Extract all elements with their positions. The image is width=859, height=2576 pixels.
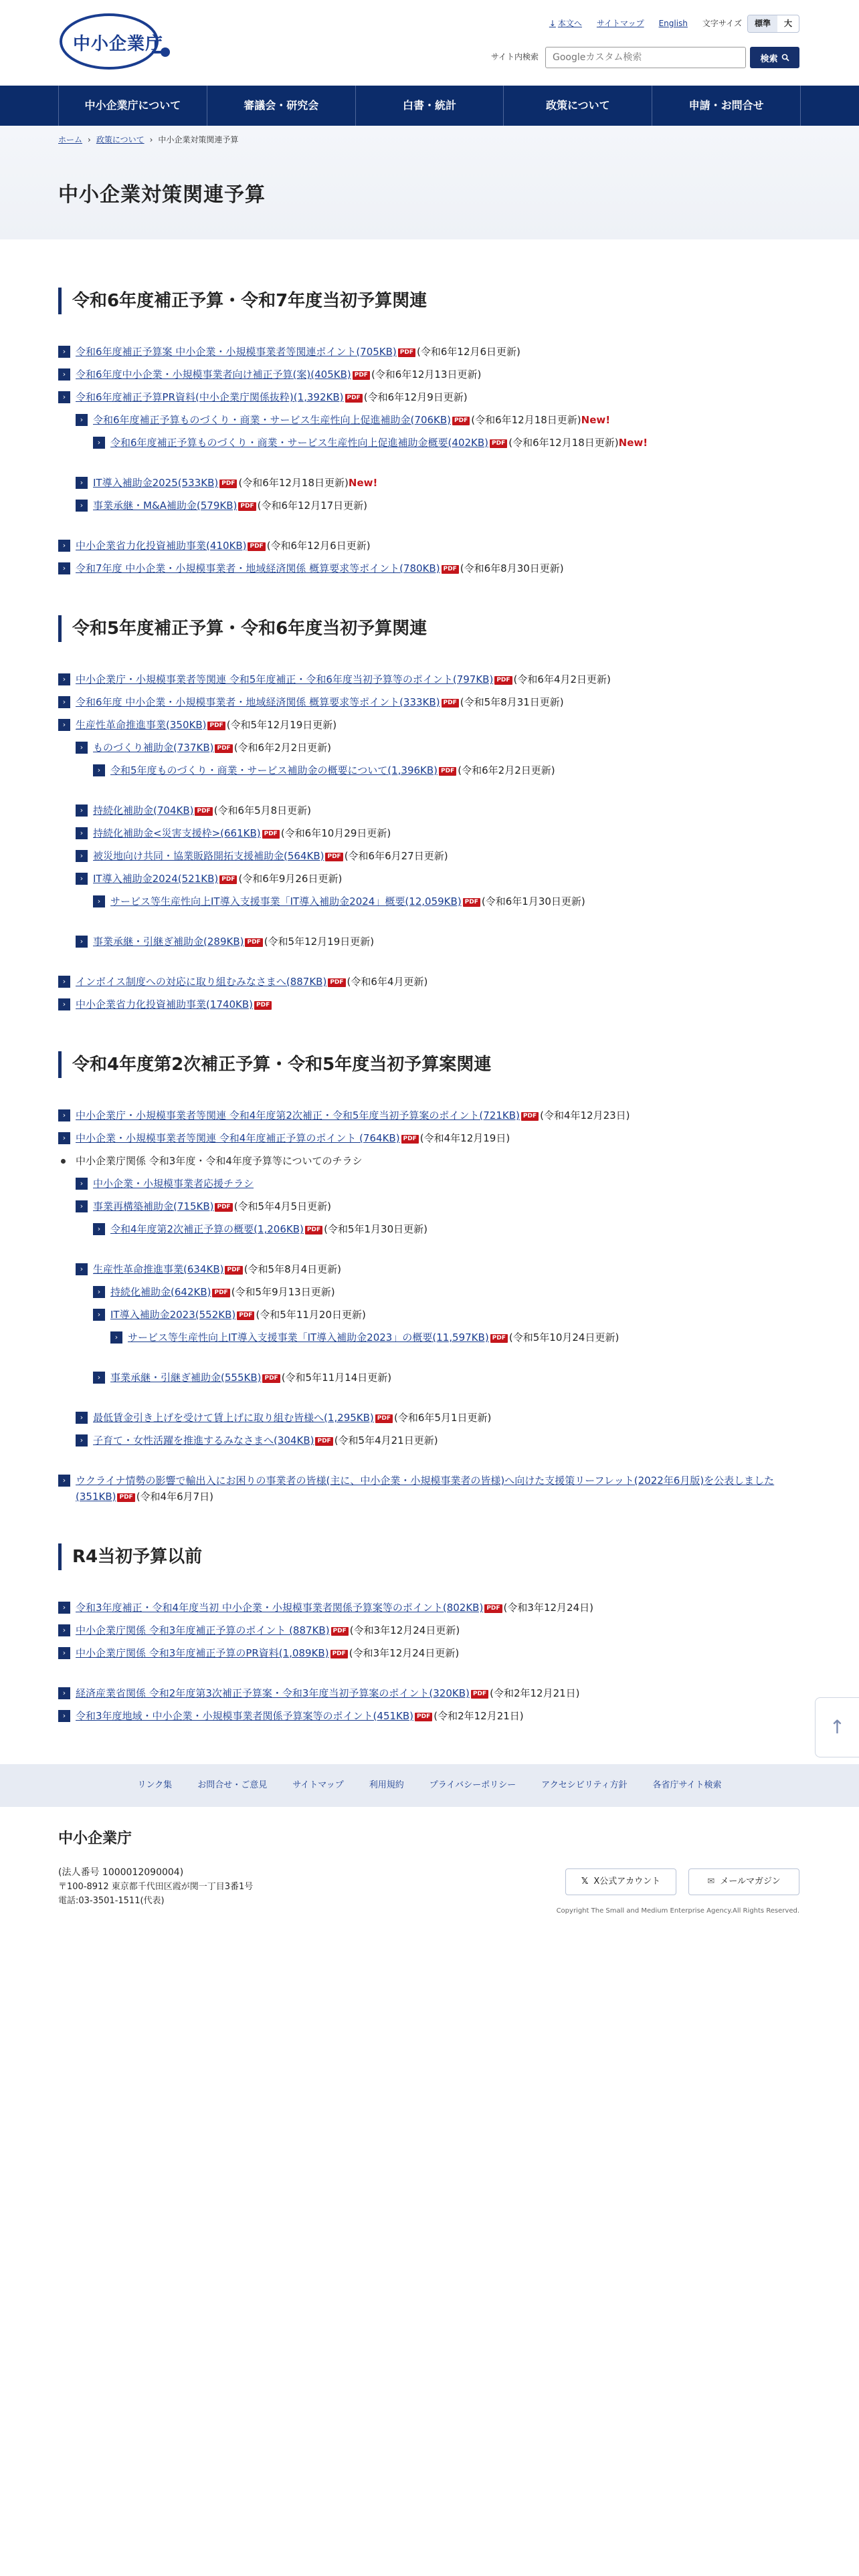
document-link[interactable]: 令和3年度補正・令和4年度当初 中小企業・小規模事業者関係予算案等のポイント(802KB) (76, 1602, 484, 1614)
list-item (58, 560, 801, 576)
pdf-icon: PDF (439, 767, 456, 776)
update-date: (令和6年10月29日更新) (280, 827, 391, 839)
document-link[interactable]: 事業承継・M&A補助金(579KB) (93, 500, 237, 512)
list-item (76, 412, 801, 428)
list-item (58, 344, 801, 360)
pdf-icon: PDF (305, 1226, 322, 1235)
chevron-right-icon: › (110, 1331, 122, 1344)
page-title: 中小企業対策関連予算 (58, 183, 266, 207)
pdf-icon: PDF (315, 1437, 332, 1446)
pdf-icon: PDF (248, 542, 265, 551)
list-item (58, 538, 801, 554)
list-item (93, 1370, 801, 1386)
global-nav (0, 86, 859, 126)
pdf-icon: PDF (345, 394, 363, 403)
document-link[interactable]: 生産性革命推進事業(634KB) (93, 1263, 224, 1275)
pdf-icon: PDF (245, 938, 262, 947)
update-date: (令和6年12月6日更新) (417, 346, 520, 358)
chevron-right-icon: › (76, 742, 88, 754)
list-item (58, 1130, 801, 1146)
chevron-right-icon: › (58, 1475, 70, 1487)
document-link[interactable]: 令和4年度第2次補正予算の概要(1,206KB) (110, 1223, 304, 1235)
chevron-right-icon: › (76, 873, 88, 885)
update-date: (令和6年5月1日更新) (394, 1412, 492, 1424)
breadcrumb (58, 134, 238, 146)
chevron-right-icon: › (93, 1286, 105, 1298)
footer-buttons (565, 1868, 799, 1895)
chevron-right-icon: › (76, 1263, 88, 1275)
update-date: (令和6年12月9日更新) (363, 391, 468, 403)
chevron-right-icon: › (58, 1132, 70, 1144)
update-date: (令和4年6月7日) (136, 1491, 214, 1503)
fontsize-standard-button[interactable]: 標準 (748, 15, 777, 32)
chevron-right-icon: › (93, 1223, 105, 1235)
list-item (58, 389, 801, 405)
search-label: サイト内検索 (490, 52, 539, 62)
pdf-icon: PDF (484, 1604, 502, 1613)
chevron-right-icon: › (58, 719, 70, 731)
document-link[interactable]: 令和3年度地域・中小企業・小規模事業者関係予算案等のポイント(451KB) (76, 1710, 414, 1722)
document-link[interactable]: 令和6年度補正予算案 中小企業・小規模事業者等関連ポイント(705KB) (76, 346, 397, 358)
list-item (58, 1107, 801, 1123)
document-link[interactable]: IT導入補助金2023(552KB) (110, 1309, 236, 1321)
footer-nav (0, 1764, 859, 1807)
update-date: (令和4年12月19日) (419, 1132, 510, 1144)
list-item (110, 1329, 801, 1346)
list-item (93, 1221, 801, 1237)
search-icon (781, 53, 789, 62)
gnav-contact[interactable]: 申請・お問合せ (652, 86, 801, 126)
pdf-icon: PDF (415, 1713, 432, 1721)
footer-link[interactable]: プライバシーポリシー (429, 1780, 516, 1790)
chevron-right-icon: › (93, 437, 105, 449)
document-list (58, 671, 801, 1012)
chevron-right-icon: › (58, 1647, 70, 1659)
update-date: (令和5年8月31日更新) (460, 696, 564, 708)
section-heading: R4当初予算以前 (58, 1543, 801, 1570)
update-date: (令和5年4月21日更新) (334, 1434, 438, 1446)
new-badge: New! (618, 437, 648, 449)
update-date: (令和5年9月13日更新) (231, 1286, 335, 1298)
budget-section (58, 288, 801, 576)
site-logo[interactable] (58, 11, 171, 74)
mail-icon: ✉ (707, 1876, 715, 1887)
document-link[interactable]: サービス等生産性向上IT導入支援事業「IT導入補助金2024」概要(12,059KB) (110, 895, 462, 907)
document-link[interactable]: 中小企業庁関係 令和3年度補正予算のポイント (887KB) (76, 1624, 330, 1636)
document-link[interactable]: 中小企業省力化投資補助事業(410KB) (76, 540, 247, 552)
list-item (76, 871, 801, 887)
list-item (93, 893, 801, 909)
chevron-right-icon: › (76, 1200, 88, 1212)
update-date: (令和6年1月30日更新) (481, 895, 585, 907)
footer-link[interactable]: お問合せ・ご意見 (197, 1780, 268, 1790)
chevron-right-icon: › (76, 804, 88, 817)
update-date: (令和3年12月24日) (503, 1602, 593, 1614)
chevron-right-icon: › (58, 1710, 70, 1722)
pdf-icon: PDF (117, 1493, 134, 1502)
section-heading: 令和6年度補正予算・令和7年度当初予算関連 (58, 288, 801, 314)
list-item (58, 1708, 801, 1724)
document-link[interactable]: 令和6年度補正予算ものづくり・商業・サービス生産性向上促進補助金概要(402KB) (110, 437, 489, 449)
document-link[interactable]: 事業承継・引継ぎ補助金(289KB) (93, 936, 244, 948)
update-date: (令和6年12月18日更新) (508, 437, 619, 449)
update-date: (令和6年6月27日更新) (344, 850, 448, 862)
mail-magazine-label: メールマガジン (720, 1876, 781, 1887)
pdf-icon: PDF (331, 1627, 349, 1636)
gnav-councils[interactable]: 審議会・研究会 (207, 86, 356, 126)
document-link[interactable]: 子育て・女性活躍を推進するみなさまへ(304KB) (93, 1434, 314, 1446)
footer-tel: 電話:03-3501-1511(代表) (58, 1896, 165, 1906)
list-item (93, 435, 801, 451)
chevron-right-icon: › (93, 895, 105, 907)
budget-section (58, 615, 801, 1012)
list-item (76, 1176, 801, 1192)
section-heading: 令和5年度補正予算・令和6年度当初予算関連 (58, 615, 801, 642)
chevron-right-icon: › (93, 1372, 105, 1384)
pdf-icon: PDF (219, 479, 237, 488)
arrow-up-icon: ↑ (829, 1715, 846, 1738)
update-date: (令和6年12月6日更新) (266, 540, 371, 552)
list-item (76, 848, 801, 864)
update-date: (令和6年4月2日更新) (513, 673, 611, 685)
list-item (58, 974, 801, 990)
pdf-icon: PDF (207, 722, 225, 730)
document-link[interactable]: 持続化補助金<災害支援枠>(661KB) (93, 827, 261, 839)
list-item (93, 1307, 801, 1323)
gnav-about[interactable]: 中小企業庁について (59, 86, 207, 126)
english-link[interactable]: English (658, 19, 688, 28)
document-link[interactable]: サービス等生産性向上IT導入支援事業「IT導入補助金2023」の概要(11,597KB) (128, 1331, 489, 1344)
footer-link[interactable]: アクセシビリティ方針 (541, 1780, 628, 1790)
pdf-icon: PDF (195, 807, 212, 816)
breadcrumb-policy[interactable]: 政策について (96, 135, 145, 144)
list-item (76, 1261, 801, 1277)
chevron-right-icon: › (58, 696, 70, 708)
update-date: (令和5年10月24日更新) (508, 1331, 619, 1344)
document-link[interactable]: 令和6年度 中小企業・小規模事業者・地域経済関係 概算要求等ポイント(333KB) (76, 696, 440, 708)
list-item (76, 825, 801, 841)
chevron-right-icon: › (93, 1309, 105, 1321)
update-date: (令和5年1月30日更新) (324, 1223, 427, 1235)
update-date: (令和4年12月23日) (540, 1109, 630, 1121)
chevron-right-icon: › (58, 540, 70, 552)
arrow-down-icon: ↓ (549, 19, 556, 28)
document-link[interactable]: 令和6年度中小企業・小規模事業者向け補正予算(案)(405KB) (76, 368, 351, 381)
update-date: (令和6年12月17日更新) (257, 500, 368, 512)
list-item (58, 1600, 801, 1616)
update-date: (令和3年12月24日更新) (349, 1647, 460, 1659)
pdf-icon: PDF (219, 875, 237, 884)
chevron-right-icon: › (58, 391, 70, 403)
document-link[interactable]: 経済産業省関係 令和2年度第3次補正予算案・令和3年度当初予算案のポイント(320KB) (76, 1687, 470, 1699)
document-link[interactable]: 中小企業庁・小規模事業者等関連 令和4年度第2次補正・令和5年度当初予算案のポイント(721KB) (76, 1109, 520, 1121)
list-item (58, 1153, 801, 1169)
pdf-icon: PDF (375, 1414, 393, 1423)
list-item (58, 671, 801, 687)
fontsize-toggle (747, 15, 799, 33)
skip-to-content-link[interactable] (549, 17, 582, 30)
document-link[interactable]: ウクライナ情勢の影響で輸出入にお困りの事業者の皆様(主に、中小企業・小規模事業者の皆様)へ向けた支援策リーフレット(2022年6月版)を公表しました(351KB) (76, 1475, 775, 1503)
document-link[interactable]: IT導入補助金2024(521KB) (93, 873, 219, 885)
search-button-label: 検索 (760, 53, 778, 64)
footer-org-name: 中小企業庁 (58, 1830, 132, 1847)
budget-section (58, 1543, 801, 1724)
x-icon: 𝕏 (581, 1876, 589, 1887)
pdf-icon: PDF (215, 744, 232, 753)
mail-magazine-button[interactable] (688, 1868, 799, 1895)
list-item (76, 1198, 801, 1214)
pdf-icon: PDF (401, 1135, 419, 1144)
update-date: (令和6年12月18日更新) (238, 477, 349, 489)
document-link[interactable]: 令和6年度補正予算PR資料(中小企業庁関係抜粋)(1,392KB) (76, 391, 344, 403)
update-date: (令和6年5月8日更新) (213, 804, 312, 817)
new-badge: New! (348, 477, 378, 489)
update-date: (令和2年12月21日) (434, 1710, 524, 1722)
fontsize-large-button[interactable]: 大 (783, 19, 792, 28)
pdf-icon: PDF (262, 1374, 280, 1383)
bullet-dot-icon (61, 1159, 66, 1164)
list-item (93, 762, 801, 778)
list-item (76, 1432, 801, 1448)
list-item (76, 740, 801, 756)
list-item (58, 996, 801, 1012)
footer-link[interactable]: リンク集 (137, 1780, 173, 1790)
main-content (0, 239, 859, 1724)
page-top-button[interactable] (815, 1697, 859, 1757)
breadcrumb-current: 中小企業対策関連予算 (158, 135, 239, 144)
pdf-icon: PDF (262, 830, 280, 839)
pdf-icon: PDF (490, 439, 507, 448)
chevron-right-icon: › (58, 562, 70, 574)
update-date: (令和2年12月21日) (490, 1687, 580, 1699)
chevron-right-icon: › (58, 1602, 70, 1614)
update-date: (令和6年2月2日更新) (458, 764, 555, 776)
document-link[interactable]: 持続化補助金(704KB) (93, 804, 194, 817)
update-date: (令和5年11月14日更新) (281, 1372, 392, 1384)
document-link[interactable]: 令和5年度ものづくり・商業・サービス補助金の概要について(1,396KB) (110, 764, 438, 776)
update-date: (令和5年8月4日更新) (244, 1263, 342, 1275)
document-link[interactable]: インボイス制度への対応に取り組むみなさまへ(887KB) (76, 976, 327, 988)
breadcrumb-home[interactable]: ホーム (58, 135, 83, 144)
chevron-right-icon: › (58, 673, 70, 685)
chevron-right-icon: › (58, 976, 70, 988)
document-link[interactable]: 中小企業・小規模事業者等関連 令和4年度補正予算のポイント (764KB) (76, 1132, 400, 1144)
pdf-icon: PDF (212, 1289, 229, 1297)
list-item (76, 475, 801, 491)
update-date: (令和5年12月19日更新) (226, 719, 337, 731)
pdf-icon: PDF (254, 1001, 272, 1010)
pdf-icon: PDF (521, 1112, 539, 1121)
list-item (93, 1284, 801, 1300)
document-link[interactable]: ものづくり補助金(737KB) (93, 742, 214, 754)
document-link[interactable]: 持続化補助金(642KB) (110, 1286, 211, 1298)
footer-link[interactable]: 各省庁サイト検索 (652, 1780, 722, 1790)
pdf-icon: PDF (353, 371, 370, 380)
update-date: (令和6年12月13日更新) (371, 368, 482, 381)
logo-text: 中小企業庁 (73, 34, 164, 54)
list-item (76, 934, 801, 950)
utility-bar (549, 15, 799, 33)
pdf-icon: PDF (471, 1690, 488, 1699)
list-item (58, 694, 801, 710)
pdf-icon: PDF (215, 1203, 232, 1212)
chevron-right-icon: › (76, 850, 88, 862)
document-link[interactable]: 令和6年度補正予算ものづくり・商業・サービス生産性向上促進補助金(706KB) (93, 414, 452, 426)
page-hero (0, 126, 859, 239)
gnav-policy[interactable]: 政策について (504, 86, 652, 126)
chevron-right-icon: › (76, 1412, 88, 1424)
skip-link-label: 本文へ (557, 19, 582, 28)
list-item (58, 717, 801, 733)
update-date: (令和6年8月30日更新) (460, 562, 564, 574)
document-list (58, 344, 801, 576)
pdf-icon: PDF (442, 565, 459, 574)
list-item (76, 1410, 801, 1426)
chevron-right-icon: › (149, 135, 153, 144)
pdf-icon: PDF (328, 978, 345, 987)
pdf-icon: PDF (330, 1650, 348, 1658)
x-account-label: X公式アカウント (593, 1876, 661, 1887)
list-item (58, 366, 801, 383)
chevron-right-icon: › (76, 827, 88, 839)
chevron-right-icon: › (88, 135, 91, 144)
pdf-icon: PDF (442, 699, 459, 708)
site-header (0, 0, 859, 86)
list-item (58, 1473, 801, 1505)
chevron-right-icon: › (58, 1109, 70, 1121)
chevron-right-icon: › (58, 368, 70, 381)
pdf-icon: PDF (452, 417, 470, 425)
document-link[interactable]: 中小企業庁関係 令和3年度補正予算のPR資料(1,089KB) (76, 1647, 329, 1659)
footer-link[interactable]: サイトマップ (292, 1780, 344, 1790)
document-link[interactable]: 中小企業庁・小規模事業者等関連 令和5年度補正・令和6年度当初予算等のポイント(797KB) (76, 673, 494, 685)
chevron-right-icon: › (58, 346, 70, 358)
pdf-icon: PDF (225, 1266, 242, 1275)
chevron-right-icon: › (58, 998, 70, 1010)
document-link[interactable]: 中小企業・小規模事業者応援チラシ (93, 1178, 254, 1190)
update-date: (令和5年11月20日更新) (256, 1309, 366, 1321)
list-item (76, 802, 801, 819)
chevron-right-icon: › (76, 1178, 88, 1190)
update-date: (令和6年9月26日更新) (238, 873, 343, 885)
chevron-right-icon: › (58, 1624, 70, 1636)
document-link[interactable]: 被災地向け共同・協業販路開拓支援補助金(564KB) (93, 850, 324, 862)
x-account-button[interactable] (565, 1868, 676, 1895)
section-heading: 令和4年度第2次補正予算・令和5年度当初予算案関連 (58, 1051, 801, 1078)
pdf-icon: PDF (494, 676, 512, 685)
site-search (491, 47, 799, 68)
document-link[interactable]: 中小企業省力化投資補助事業(1740KB) (76, 998, 254, 1010)
update-date: (令和6年4月更新) (347, 976, 428, 988)
chevron-right-icon: › (93, 764, 105, 776)
pdf-icon: PDF (237, 1311, 254, 1320)
list-item (58, 1685, 801, 1701)
pdf-icon: PDF (238, 502, 256, 511)
pdf-icon: PDF (325, 853, 343, 861)
search-input[interactable] (545, 47, 746, 68)
footer-corp-number: (法人番号 1000012090004) (58, 1867, 184, 1878)
update-date: (令和6年12月18日更新) (471, 414, 581, 426)
budget-section (58, 1051, 801, 1505)
footer-link[interactable]: 利用規約 (369, 1780, 404, 1790)
chevron-right-icon: › (76, 414, 88, 426)
pdf-icon: PDF (490, 1334, 508, 1343)
footer-address: 〒100-8912 東京都千代田区霞が関一丁目3番1号 (58, 1882, 254, 1892)
chevron-right-icon: › (76, 936, 88, 948)
update-date: (令和6年2月2日更新) (233, 742, 332, 754)
new-badge: New! (581, 414, 611, 426)
list-item-text: 中小企業庁関係 令和3年度・令和4年度予算等についてのチラシ (76, 1155, 363, 1167)
pdf-icon: PDF (463, 898, 480, 907)
document-link[interactable]: 生産性革命推進事業(350KB) (76, 719, 207, 731)
pdf-icon: PDF (398, 348, 415, 357)
document-link[interactable]: 事業承継・引継ぎ補助金(555KB) (110, 1372, 262, 1384)
document-link[interactable]: 令和7年度 中小企業・小規模事業者・地域経済関係 概算要求等ポイント(780KB) (76, 562, 440, 574)
list-item (58, 1622, 801, 1638)
chevron-right-icon: › (58, 1687, 70, 1699)
fontsize-label: 文字サイズ (702, 19, 742, 28)
search-button[interactable] (750, 47, 799, 68)
update-date: (令和5年12月19日更新) (264, 936, 375, 948)
list-item (76, 498, 801, 514)
update-date: (令和3年12月24日更新) (349, 1624, 460, 1636)
site-footer (0, 1807, 859, 1914)
document-list (58, 1600, 801, 1724)
list-item (58, 1645, 801, 1661)
chevron-right-icon: › (76, 500, 88, 512)
document-link[interactable]: 事業再構築補助金(715KB) (93, 1200, 214, 1212)
copyright: Copyright The Small and Medium Enterprise Agency.All Rights Reserved. (556, 1907, 799, 1915)
document-link[interactable]: IT導入補助金2025(533KB) (93, 477, 219, 489)
chevron-right-icon: › (76, 1434, 88, 1446)
update-date: (令和5年4月5日更新) (233, 1200, 332, 1212)
sitemap-link[interactable]: サイトマップ (596, 19, 644, 28)
document-list (58, 1107, 801, 1505)
chevron-right-icon: › (76, 477, 88, 489)
document-link[interactable]: 最低賃金引き上げを受けて賃上げに取り組む皆様へ(1,295KB) (93, 1412, 374, 1424)
gnav-whitepaper[interactable]: 白書・統計 (356, 86, 504, 126)
footer-info (58, 1866, 253, 1908)
